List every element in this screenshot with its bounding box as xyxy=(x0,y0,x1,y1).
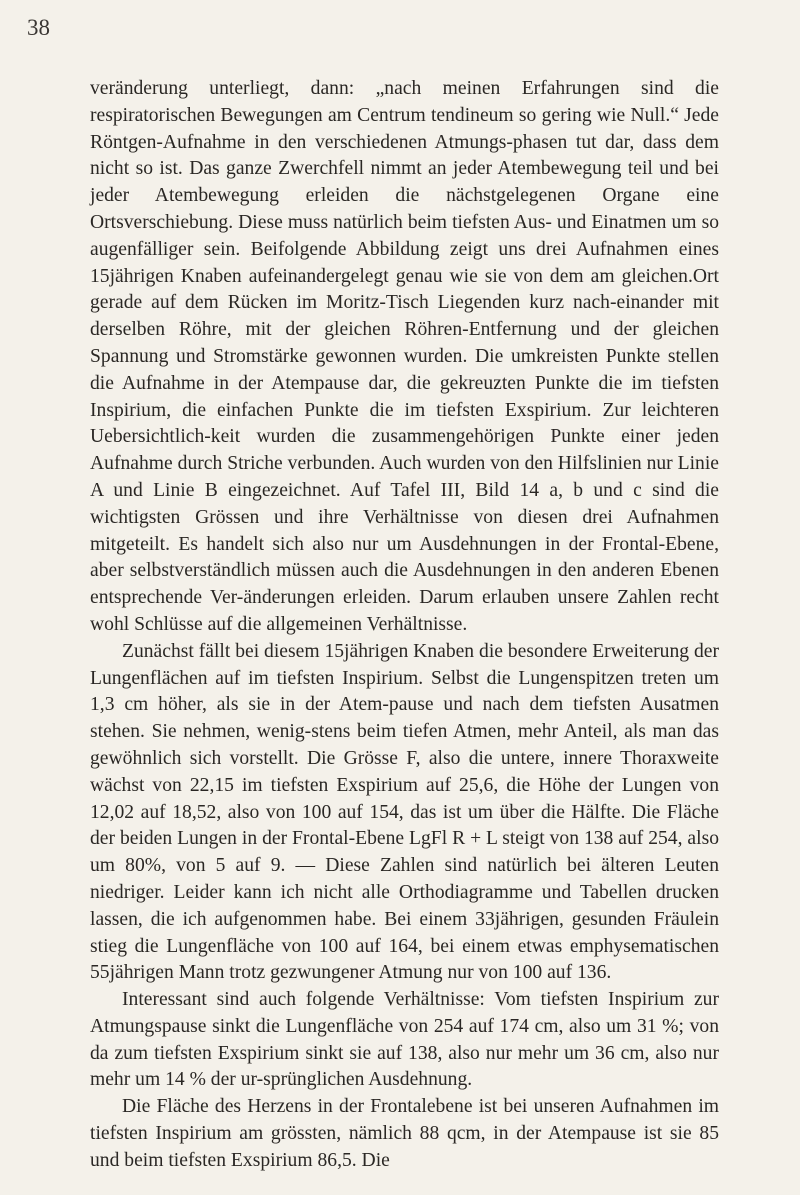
paragraph-4: Die Fläche des Herzens in der Frontalebene ist bei unseren Aufnahmen im tiefsten Inspirium am grössten, nämlich 88 qcm, in der Atempause ist sie 85 und beim tiefsten Exspirium 86,5. Die xyxy=(90,1096,719,1171)
paragraph-3: Interessant sind auch folgende Verhältnisse: Vom tiefsten Inspirium zur Atmungspause sinkt die Lungenfläche von 254 auf 174 cm, also um 31 %; von da zum tiefsten Exspirium sinkt sie auf 138, also nur mehr um 36 cm, also nur mehr um 14 % der ur-sprünglichen Ausdehnung. xyxy=(90,989,719,1091)
page-number: 38 xyxy=(27,15,50,40)
paragraph-1: veränderung unterliegt, dann: „nach meinen Erfahrungen sind die respiratorischen Bewegungen am Centrum tendineum so gering wie Null.“ Jede Röntgen-Aufnahme in den verschiedenen Atmungs-phasen tut dar, dass dem nicht so ist. Das ganze Zwerchfell nimmt an jeder Atembewegung teil und bei jeder Atembewegung erleiden die nächstgelegenen Organe eine Ortsverschiebung. Diese muss natürlich beim tiefsten Aus- und Einatmen um so augenfälliger sein. Beifolgende Abbildung zeigt uns drei Aufnahmen eines 15jährigen Knaben aufeinandergelegt genau wie sie von dem am gleichen.Ort gerade auf dem Rücken im Moritz-Tisch Liegenden kurz nach-einander mit derselben Röhre, mit der gleichen Röhren-Entfernung und der gleichen Spannung und Stromstärke gewonnen wurden. Die umkreisten Punkte stellen die Aufnahme in der Atempause dar, die gekreuzten Punkte die im tiefsten Inspirium, die einfachen Punkte die im tiefsten Exspirium. Zur leichteren Uebersichtlich-keit wurden die zusammengehörigen Punkte einer jeden Aufnahme durch Striche verbunden. Auch wurden von den Hilfslinien nur Linie A und Linie B eingezeichnet. Auf Tafel III, Bild 14 a, b und c sind die wichtigsten Grössen und ihre Verhältnisse von diesen drei Aufnahmen mitgeteilt. Es handelt sich also nur um Ausdehnungen in der Frontal-Ebene, aber selbstverständlich müssen auch die Ausdehnungen in den anderen Ebenen entsprechende Ver-änderungen erleiden. Darum erlauben unsere Zahlen recht wohl Schlüsse auf die allgemeinen Verhältnisse. xyxy=(90,78,719,635)
body-text xyxy=(90,76,719,1175)
paragraph-2: Zunächst fällt bei diesem 15jährigen Knaben die besondere Erweiterung der Lungenflächen auf im tiefsten Inspirium. Selbst die Lungenspitzen treten um 1,3 cm höher, als sie in der Atem-pause und nach dem tiefsten Ausatmen stehen. Sie nehmen, wenig-stens beim tiefen Atmen, mehr Anteil, als man das gewöhnlich sich vorstellt. Die Grösse F, also die untere, innere Thoraxweite wächst von 22,15 im tiefsten Exspirium auf 25,6, die Höhe der Lungen von 12,02 auf 18,52, also von 100 auf 154, das ist um über die Hälfte. Die Fläche der beiden Lungen in der Frontal-Ebene LgFl R + L steigt von 138 auf 254, also um 80%, von 5 auf 9. — Diese Zahlen sind natürlich bei älteren Leuten niedriger. Leider kann ich nicht alle Orthodiagramme und Tabellen drucken lassen, die ich aufgenommen habe. Bei einem 33jährigen, gesunden Fräulein stieg die Lungenfläche von 100 auf 164, bei einem etwas emphysematischen 55jährigen Mann trotz gezwungener Atmung nur von 100 auf 136. xyxy=(90,640,719,984)
